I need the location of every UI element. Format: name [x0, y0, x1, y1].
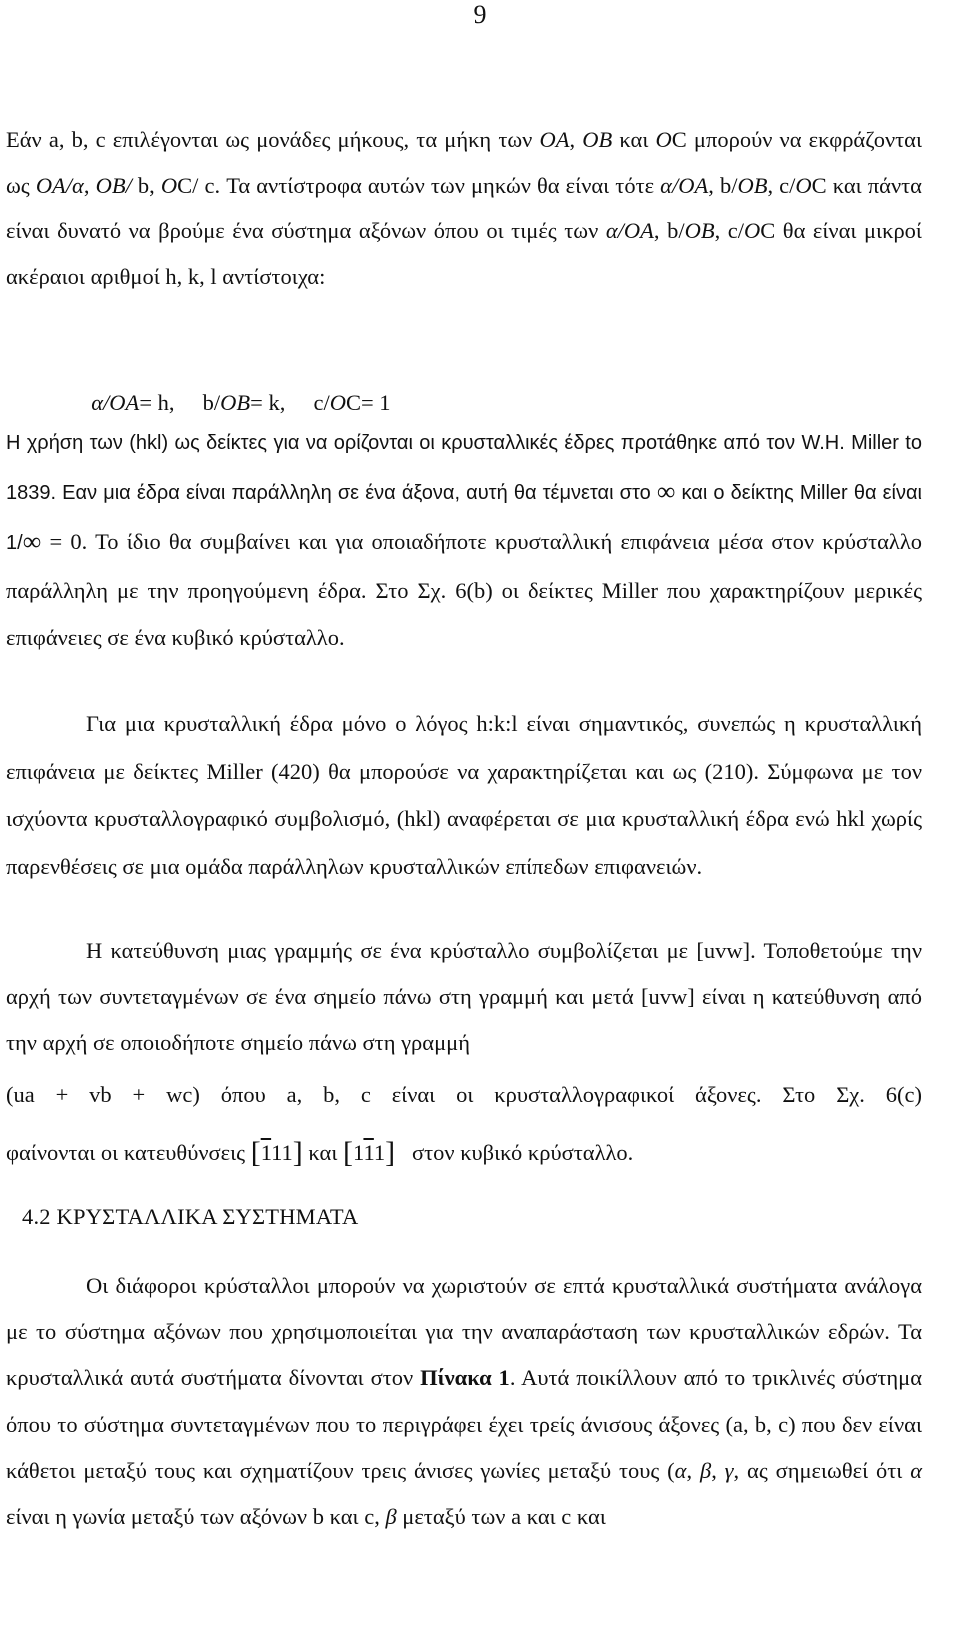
bracket: ] — [385, 1136, 396, 1169]
eq-c: O — [329, 390, 346, 415]
eq-a: α/OA — [91, 390, 140, 415]
paragraph-4-line-2: (ua + vb + wc) όπου a, b, c είναι οι κρυσταλλογραφικοί άξονες. Στο Σχ. 6(c) — [6, 1082, 922, 1107]
bracket: [ — [343, 1136, 354, 1169]
overlined-digit: 1 — [363, 1140, 374, 1165]
text: , — [686, 1457, 700, 1483]
text: , c/ — [714, 218, 744, 244]
paragraph-2 — [6, 418, 922, 661]
paragraph-1 — [6, 117, 922, 300]
text: . Αυτά ποικίλλουν από το τρικλινές σύστημα όπου το σύστημα συντεταγμένων που το περιγράφει έχει τρείς άνισους άξονες (a, b, c) που δεν είναι κάθετοι μεταξύ τους και σχηματίζουν τρεις άνισες γωνίες μεταξύ τους ( — [6, 1365, 922, 1483]
italic-text: O — [744, 218, 761, 244]
section-heading: 4.2 ΚΡΥΣΤΑΛΛΙΚΑ ΣΥΣΤΗΜΑΤΑ — [22, 1204, 359, 1229]
text: , — [569, 127, 583, 152]
text: C θα είναι μικροί ακέραιοι αριθμοί h, k, l αντίστοιχα: — [6, 218, 922, 290]
italic-text: OB — [737, 172, 768, 198]
italic-text: O — [655, 127, 672, 152]
text: φαίνονται οι κατευθύνσεις — [6, 1140, 251, 1165]
italic-text: O — [795, 172, 812, 198]
greek-symbol: α — [910, 1457, 923, 1483]
text: και ο δείκτης Miller θα είναι 1/ — [6, 482, 922, 554]
miller-equation — [80, 364, 391, 416]
bracket: ] — [292, 1136, 303, 1169]
italic-text: α/OA — [660, 172, 709, 198]
page-number: 9 — [473, 0, 487, 29]
text: C και πάντα είναι δυνατό να βρούμε ένα σύστημα αξόνων όπου οι τιμές των — [6, 172, 922, 244]
text: μεταξύ των a και c και — [396, 1504, 606, 1530]
italic-text: OA — [539, 127, 570, 152]
text: και — [612, 127, 656, 152]
eq-b-value: = k, — [250, 390, 286, 415]
text: Εάν a, b, c επιλέγονται ως μονάδες μήκους, τα μήκη των — [6, 127, 540, 152]
text: C μπορούν να εκφράζονται ως — [6, 127, 923, 198]
eq-c-prefix: c/ — [313, 390, 330, 415]
text: , — [711, 1457, 725, 1483]
italic-text: α/OA — [605, 218, 654, 244]
eq-a-value: = h, — [139, 390, 175, 415]
direction-digit: 1 — [373, 1140, 386, 1165]
direction-digit: 1 — [353, 1140, 364, 1165]
text: είναι η γωνία μεταξύ των αξόνων b και c, — [6, 1504, 386, 1530]
greek-symbol: γ — [724, 1457, 734, 1483]
text: , — [83, 172, 96, 198]
direction-line — [6, 1134, 922, 1168]
italic-text: OB — [684, 218, 715, 244]
italic-text: OB/ — [95, 172, 132, 198]
overlined-digit: 1 — [260, 1140, 272, 1165]
text: Η χρήση των (hkl) ως δείκτες για να ορίζονται οι κρυσταλλικές έδρες προτάθηκε από τον W.H. Miller to 1839. Εαν μια έδρα είναι παράλληλη σε ένα άξονα, αυτή θα τέμνεται στο — [6, 432, 922, 504]
text: = 0. Το ίδιο θα συμβαίνει και για οποιαδήποτε κρυσταλλική επιφάνεια μέσα στον κρύσταλλο παράλληλη με την προηγούμενη έδρα. Στο Σχ. 6(b) οι δείκτες Miller που χαρακτηρίζουν μερικές επιφάνειες σε ένα κυβικό κρύσταλλο. — [6, 529, 922, 650]
paragraph-4: Η κατεύθυνση μιας γραμμής σε ένα κρύσταλλο συμβολίζεται με [uvw]. Τοποθετούμε την αρχή των συντεταγμένων σε ένα σημείο πάνω στη γραμμή και μετά [uvw] είναι η κατεύθυνση από την αρχή σε οποιοδήποτε σημείο πάνω στη γραμμή — [6, 938, 922, 1055]
bold-text: Πίνακα 1 — [420, 1365, 510, 1391]
italic-text: OA/α — [35, 172, 84, 198]
text: , ας σημειωθεί ότι — [733, 1457, 911, 1483]
text: , b/ — [653, 218, 685, 244]
direction-digits: 11 — [271, 1140, 293, 1165]
italic-text: O — [160, 172, 178, 198]
greek-symbol: β — [699, 1457, 712, 1483]
text: Οι διάφοροι κρύσταλλοι μπορούν να χωριστούν σε επτά κρυσταλλικά συστήματα ανάλογα με το σύστημα αξόνων που χρησιμοποιείται για την αναπαράσταση των κρυσταλλικών εδρών. Τα κρυσταλλικά αυτά συστήματα δίνονται στον — [6, 1273, 922, 1391]
greek-symbol: α — [674, 1457, 687, 1483]
text: , b/ — [708, 172, 738, 198]
italic-text: OB — [582, 127, 613, 152]
greek-symbol: β — [385, 1504, 397, 1530]
text: b, — [131, 172, 161, 198]
text: στον κυβικό κρύσταλλο. — [395, 1140, 634, 1165]
infinity-symbol: ∞ — [656, 477, 676, 506]
eq-b: OB — [220, 390, 251, 415]
eq-c-value: C= 1 — [345, 390, 391, 415]
text: και — [302, 1140, 344, 1165]
paragraph-3: Για μια κρυσταλλική έδρα μόνο ο λόγος h:k:l είναι σημαντικός, συνεπώς η κρυσταλλική επιφάνεια με δείκτες Miller (420) θα μπορούσε να χαρακτηρίζεται και ως (210). Σύμφωνα με τον ισχύοντα κρυσταλλογραφικό συμβολισμό, (hkl) αναφέρεται σε μια κρυσταλλική έδρα ενώ hkl χωρίς παρενθέσεις σε μια ομάδα παράλληλων κρυσταλλικών επίπεδων επιφανειών. — [6, 711, 922, 879]
eq-b-prefix: b/ — [202, 390, 221, 415]
text: , c/ — [767, 172, 796, 198]
paragraph-5 — [6, 1263, 922, 1540]
bracket: [ — [250, 1136, 261, 1169]
infinity-symbol: ∞ — [22, 527, 42, 556]
text: C/ c. Τα αντίστροφα αυτών των μηκών θα είναι τότε — [177, 172, 661, 198]
